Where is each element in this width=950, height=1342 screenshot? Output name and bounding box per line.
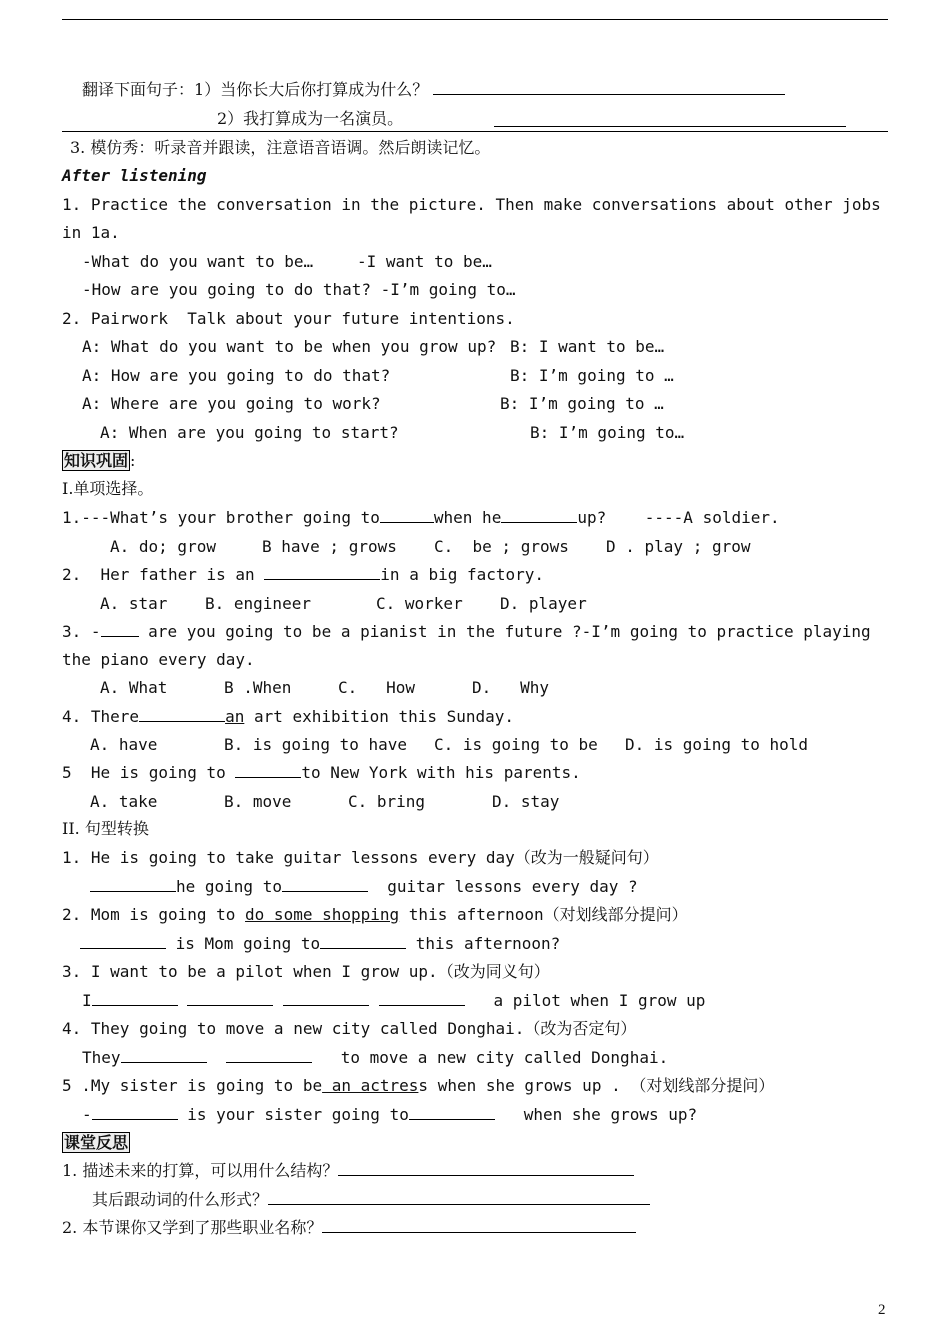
mc-q3-cont: the piano every day. <box>62 650 255 669</box>
tr-a1: he going to guitar lessons every day ? <box>90 877 638 897</box>
tr-q5: 5 .My sister is going to be an actress when she grows up . （对划线部分提问） <box>62 1076 775 1095</box>
mc-q3-opt-d: D. Why <box>472 678 550 697</box>
mc-q4-opt-a: A. have <box>90 735 158 754</box>
mc-q2-opt-d: D. player <box>500 594 587 613</box>
mc-q3-opt-c: C. How <box>338 678 416 697</box>
mc-q5-opt-a: A. take <box>90 792 158 811</box>
pair-a-4: A: When are you going to start? <box>100 423 399 442</box>
pair-a-1: A: What do you want to be when you grow up? <box>82 337 497 356</box>
mc-q3-opt-a: A. What <box>100 678 168 697</box>
part2-title: II. 句型转换 <box>62 819 149 838</box>
pair-a-3: A: Where are you going to work? <box>82 394 381 413</box>
mc-q4-opt-b: B. is going to have <box>224 735 408 754</box>
pair-b-2: B: I’m going to … <box>510 366 674 385</box>
reflection-2: 2. 本节课你又学到了那些职业名称？ <box>62 1218 636 1238</box>
pair-a-2: A: How are you going to do that? <box>82 366 391 385</box>
mc-q1-opt-d: D . play ; grow <box>606 537 751 556</box>
imitate-line: 3. 模仿秀：听录音并跟读，注意语音语调。然后朗读记忆。 <box>70 138 491 157</box>
practice-line-1: 1. Practice the conversation in the picture. Then make conversations about other jobs <box>62 195 881 214</box>
tr-a2: is Mom going to this afternoon? <box>80 934 560 954</box>
pair-b-3: B: I’m going to … <box>500 394 664 413</box>
knowledge-heading: 知识巩固 : <box>64 451 136 470</box>
practice-line-2: in 1a. <box>62 223 120 242</box>
mc-q2-opt-b: B. engineer <box>205 594 311 613</box>
mc-q4-opt-c: C. is going to be <box>434 735 598 754</box>
reflection-1b: 其后跟动词的什么形式？ <box>92 1190 650 1210</box>
mc-q5-opt-d: D. stay <box>492 792 560 811</box>
tr-q4: 4. They going to move a new city called Donghai.（改为否定句） <box>62 1019 637 1038</box>
mc-q5-opt-c: C. bring <box>348 792 426 811</box>
tr-q3: 3. I want to be a pilot when I grow up.（改为同义句） <box>62 962 550 981</box>
part1-title: I.单项选择。 <box>62 479 154 498</box>
tr-a5: - is your sister going to when she grows up? <box>82 1105 698 1124</box>
mc-q5: 5 He is going to to New York with his parents. <box>62 763 581 782</box>
mc-q2-opt-c: C. worker <box>376 594 463 613</box>
tr-a3: I a pilot when I grow up <box>82 991 706 1010</box>
mc-q1: 1.---What’s your brother going to when he up? ----A soldier. <box>62 508 780 527</box>
page-number: 2 <box>878 1302 886 1318</box>
example-how: -How are you going to do that? -I’m going to… <box>82 280 516 299</box>
pair-b-4: B: I’m going to… <box>530 423 685 442</box>
mc-q3-opt-b: B .When <box>224 678 292 697</box>
mc-q4-opt-d: D. is going to hold <box>625 735 809 754</box>
tr-q2: 2. Mom is going to do some shopping this afternoon（对划线部分提问） <box>62 905 688 924</box>
pairwork-title: 2. Pairwork Talk about your future intentions. <box>62 309 515 328</box>
translate-blank-2 <box>494 112 846 127</box>
mc-q2: 2. Her father is an in a big factory. <box>62 565 545 584</box>
tr-q1: 1. He is going to take guitar lessons every day（改为一般疑问句） <box>62 848 659 867</box>
mc-q2-opt-a: A. star <box>100 594 168 613</box>
after-listening-heading: After listening <box>62 166 207 185</box>
reflection-heading: 课堂反思 <box>64 1133 129 1152</box>
example-want: -I want to be… <box>357 252 492 271</box>
mc-q5-opt-b: B. move <box>224 792 292 811</box>
top-rule <box>62 19 888 20</box>
translate-line-1: 翻译下面句子：1）当你长大后你打算成为什么？ <box>82 80 785 100</box>
example-what: -What do you want to be… <box>82 252 314 271</box>
mc-q1-opt-a: A. do; grow <box>110 537 216 556</box>
reflection-1: 1. 描述未来的打算，可以用什么结构？ <box>62 1161 634 1181</box>
tr-a4: They to move a new city called Donghai. <box>82 1048 669 1067</box>
mc-q1-opt-b: B have ; grows <box>262 537 397 556</box>
pair-b-1: B: I want to be… <box>510 337 665 356</box>
mc-q4: 4. There an art exhibition this Sunday. <box>62 707 515 726</box>
section-rule <box>62 131 888 132</box>
mc-q1-opt-c: C. be ; grows <box>434 537 569 556</box>
mc-q3: 3. - are you going to be a pianist in the future ?-I’m going to practice playing <box>62 622 871 641</box>
translate-line-2: 2）我打算成为一名演员。 <box>217 109 404 128</box>
